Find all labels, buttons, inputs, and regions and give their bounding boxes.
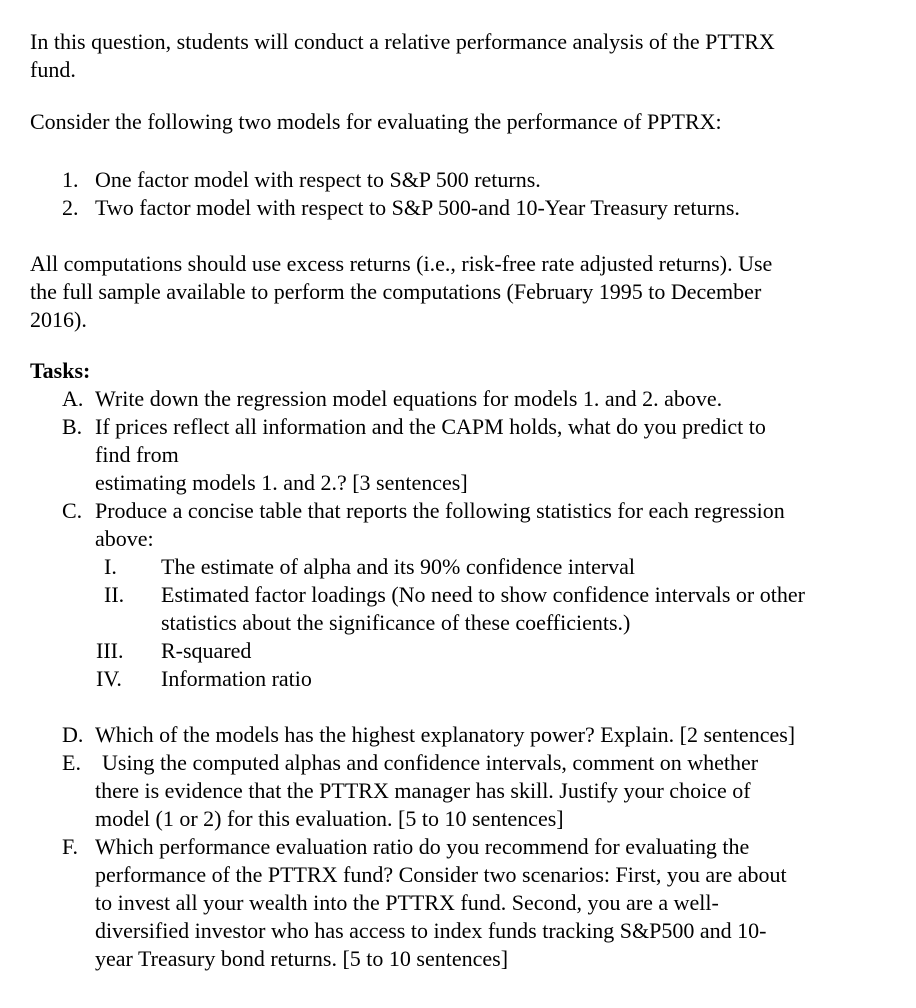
subitem-text-3: R-squared xyxy=(161,638,252,663)
task-c-line-1: Produce a concise table that reports the following statistics for each regression xyxy=(95,498,785,523)
task-e-line-3: model (1 or 2) for this evaluation. [5 to 10 sentences] xyxy=(95,806,564,831)
model-text-1: One factor model with respect to S&P 500 returns. xyxy=(95,167,541,192)
intro-line-2: fund. xyxy=(30,57,76,82)
task-b-line-1: If prices reflect all information and the CAPM holds, what do you predict to xyxy=(95,414,766,439)
computations-line-3: 2016). xyxy=(30,307,87,332)
task-b-line-3: estimating models 1. and 2.? [3 sentences] xyxy=(95,470,468,495)
subitem-number-3: III. xyxy=(96,638,124,663)
task-f-line-3: to invest all your wealth into the PTTRX fund. Second, you are a well- xyxy=(95,890,719,915)
consider-paragraph: Consider the following two models for evaluating the performance of PPTRX: xyxy=(30,109,722,134)
subitem-number-2: II. xyxy=(104,582,125,607)
subitem-text-2-line-1: Estimated factor loadings (No need to show confidence intervals or other xyxy=(161,582,805,607)
task-d-letter: D. xyxy=(62,722,84,747)
model-number-1: 1. xyxy=(62,167,79,192)
task-b-letter: B. xyxy=(62,414,83,439)
subitem-number-1: I. xyxy=(104,554,117,579)
subitem-text-2-line-2: statistics about the significance of these coefficients.) xyxy=(161,610,631,635)
task-e-letter: E. xyxy=(62,750,81,775)
task-f-line-5: year Treasury bond returns. [5 to 10 sentences] xyxy=(95,946,509,971)
task-a-letter: A. xyxy=(62,386,84,411)
tasks-heading: Tasks: xyxy=(30,358,91,383)
subitem-text-4: Information ratio xyxy=(161,666,312,691)
task-f-letter: F. xyxy=(62,834,78,859)
model-number-2: 2. xyxy=(62,195,79,220)
task-b-line-2: find from xyxy=(95,442,179,467)
task-f-line-1: Which performance evaluation ratio do you recommend for evaluating the xyxy=(95,834,750,859)
task-f-line-4: diversified investor who has access to index funds tracking S&P500 and 10- xyxy=(95,918,767,943)
computations-line-1: All computations should use excess returns (i.e., risk-free rate adjusted returns). Use xyxy=(30,251,773,276)
task-e-line-1: Using the computed alphas and confidence intervals, comment on whether xyxy=(102,750,759,775)
task-c-letter: C. xyxy=(62,498,83,523)
model-text-2: Two factor model with respect to S&P 500-and 10-Year Treasury returns. xyxy=(95,195,740,220)
subitem-text-1: The estimate of alpha and its 90% confidence interval xyxy=(161,554,636,579)
task-e-line-2: there is evidence that the PTTRX manager has skill. Justify your choice of xyxy=(95,778,751,803)
task-a-text: Write down the regression model equations for models 1. and 2. above. xyxy=(95,386,723,411)
intro-line-1: In this question, students will conduct a relative performance analysis of the PTTRX xyxy=(30,29,775,54)
task-c-line-2: above: xyxy=(95,526,154,551)
task-f-line-2: performance of the PTTRX fund? Consider two scenarios: First, you are about xyxy=(95,862,787,887)
task-d-text: Which of the models has the highest explanatory power? Explain. [2 sentences] xyxy=(95,722,796,747)
subitem-number-4: IV. xyxy=(96,666,122,691)
computations-line-2: the full sample available to perform the computations (February 1995 to December xyxy=(30,279,762,304)
